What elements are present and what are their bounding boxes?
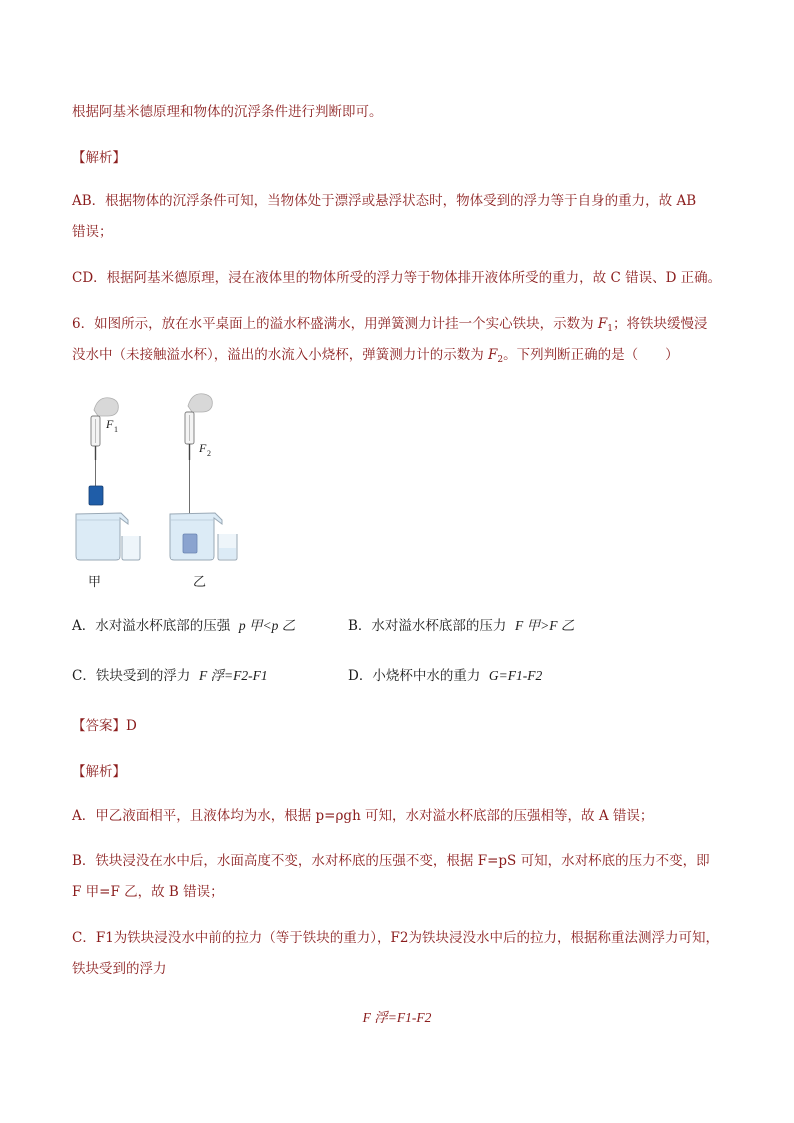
question-line1-b: ；将铁块缓慢浸 — [613, 316, 708, 332]
question-f1-sub: 1 — [607, 324, 613, 334]
analysis-c-line1: C．F1为铁块浸没水中前的拉力（等于铁块的重力），F2为铁块浸没水中后的拉力，根据称重法测浮力可知， — [72, 930, 719, 946]
option-b-text: B．水对溢水杯底部的压力 — [348, 618, 507, 634]
question-line2-a: 没水中（未接触溢水杯），溢出的水流入小烧杯，弹簧测力计的示数为 — [72, 347, 489, 363]
question-line2 — [72, 345, 732, 370]
option-d-text: D．小烧杯中水的重力 — [348, 668, 481, 684]
left-iron-block — [89, 486, 103, 505]
analysis-cd-line: CD．根据阿基米德原理，浸在液体里的物体所受的浮力等于物体排开液体所受的重力，故 C 错误、D 正确。 — [72, 270, 722, 286]
right-setup — [170, 394, 237, 590]
option-c[interactable] — [72, 666, 268, 686]
analysis-b-line2: F 甲=F 乙，故 B 错误； — [72, 884, 224, 900]
option-a-expr: p 甲<p 乙 — [238, 618, 296, 633]
option-a[interactable] — [72, 616, 295, 636]
option-c-text: C．铁块受到的浮力 — [72, 668, 191, 684]
option-b-expr: F 甲>F 乙 — [515, 618, 575, 633]
right-f2-var: F — [199, 441, 207, 455]
question-line1 — [72, 314, 732, 339]
section-heading-analysis-2: 【解析】 — [72, 764, 126, 780]
label-jia: 甲 — [88, 575, 102, 590]
section-heading-analysis-1: 【解析】 — [72, 150, 126, 166]
question-f2-var: F — [488, 347, 498, 363]
analysis-ab-line2: 错误； — [72, 224, 113, 240]
label-yi: 乙 — [193, 575, 207, 590]
option-c-expr: F 浮=F2-F1 — [198, 668, 268, 683]
answer-line — [72, 716, 732, 736]
option-b[interactable] — [348, 616, 574, 636]
right-f2-sub: 2 — [207, 449, 211, 458]
buoyancy-formula: F 浮=F1-F2 — [362, 1010, 432, 1025]
option-a-text: A．水对溢水杯底部的压强 — [72, 618, 231, 634]
intro-text: 根据阿基米德原理和物体的沉浮条件进行判断即可。 — [72, 104, 383, 120]
analysis-c-line2: 铁块受到的浮力 — [72, 961, 167, 977]
option-d[interactable] — [348, 666, 542, 686]
answer-value: D — [126, 718, 137, 734]
analysis-b-line1: B．铁块浸没在水中后，水面高度不变，水对杯底的压强不变，根据 F=pS 可知，水对杯底的压力不变，即 — [72, 853, 710, 869]
right-iron-block-submerged — [183, 534, 197, 553]
question-f2-sub: 2 — [497, 355, 504, 365]
left-setup — [76, 398, 140, 590]
option-d-expr: G=F1-F2 — [488, 668, 543, 683]
analysis-ab-line1: AB．根据物体的沉浮条件可知，当物体处于漂浮或悬浮状态时，物体受到的浮力等于自身的重力，故 AB — [72, 193, 697, 209]
left-f1-var: F — [106, 417, 114, 431]
question-f1-var: F — [597, 316, 608, 332]
answer-label: 【答案】 — [72, 718, 126, 734]
analysis-a-line1: A．甲乙液面相平，且液体均为水，根据 p=ρgh 可知，水对溢水杯底部的压强相等，故 A 错误； — [72, 808, 654, 824]
left-f1-sub: 1 — [114, 425, 118, 434]
experiment-figure — [68, 388, 258, 598]
left-small-beaker — [122, 536, 140, 560]
question-line2-b: 。下列判断正确的是（ ） — [503, 347, 679, 363]
question-line1-a: 6．如图所示，放在水平桌面上的溢水杯盛满水，用弹簧测力计挂一个实心铁块，示数为 — [72, 316, 598, 332]
left-hand — [94, 398, 118, 416]
right-hand — [188, 394, 212, 412]
